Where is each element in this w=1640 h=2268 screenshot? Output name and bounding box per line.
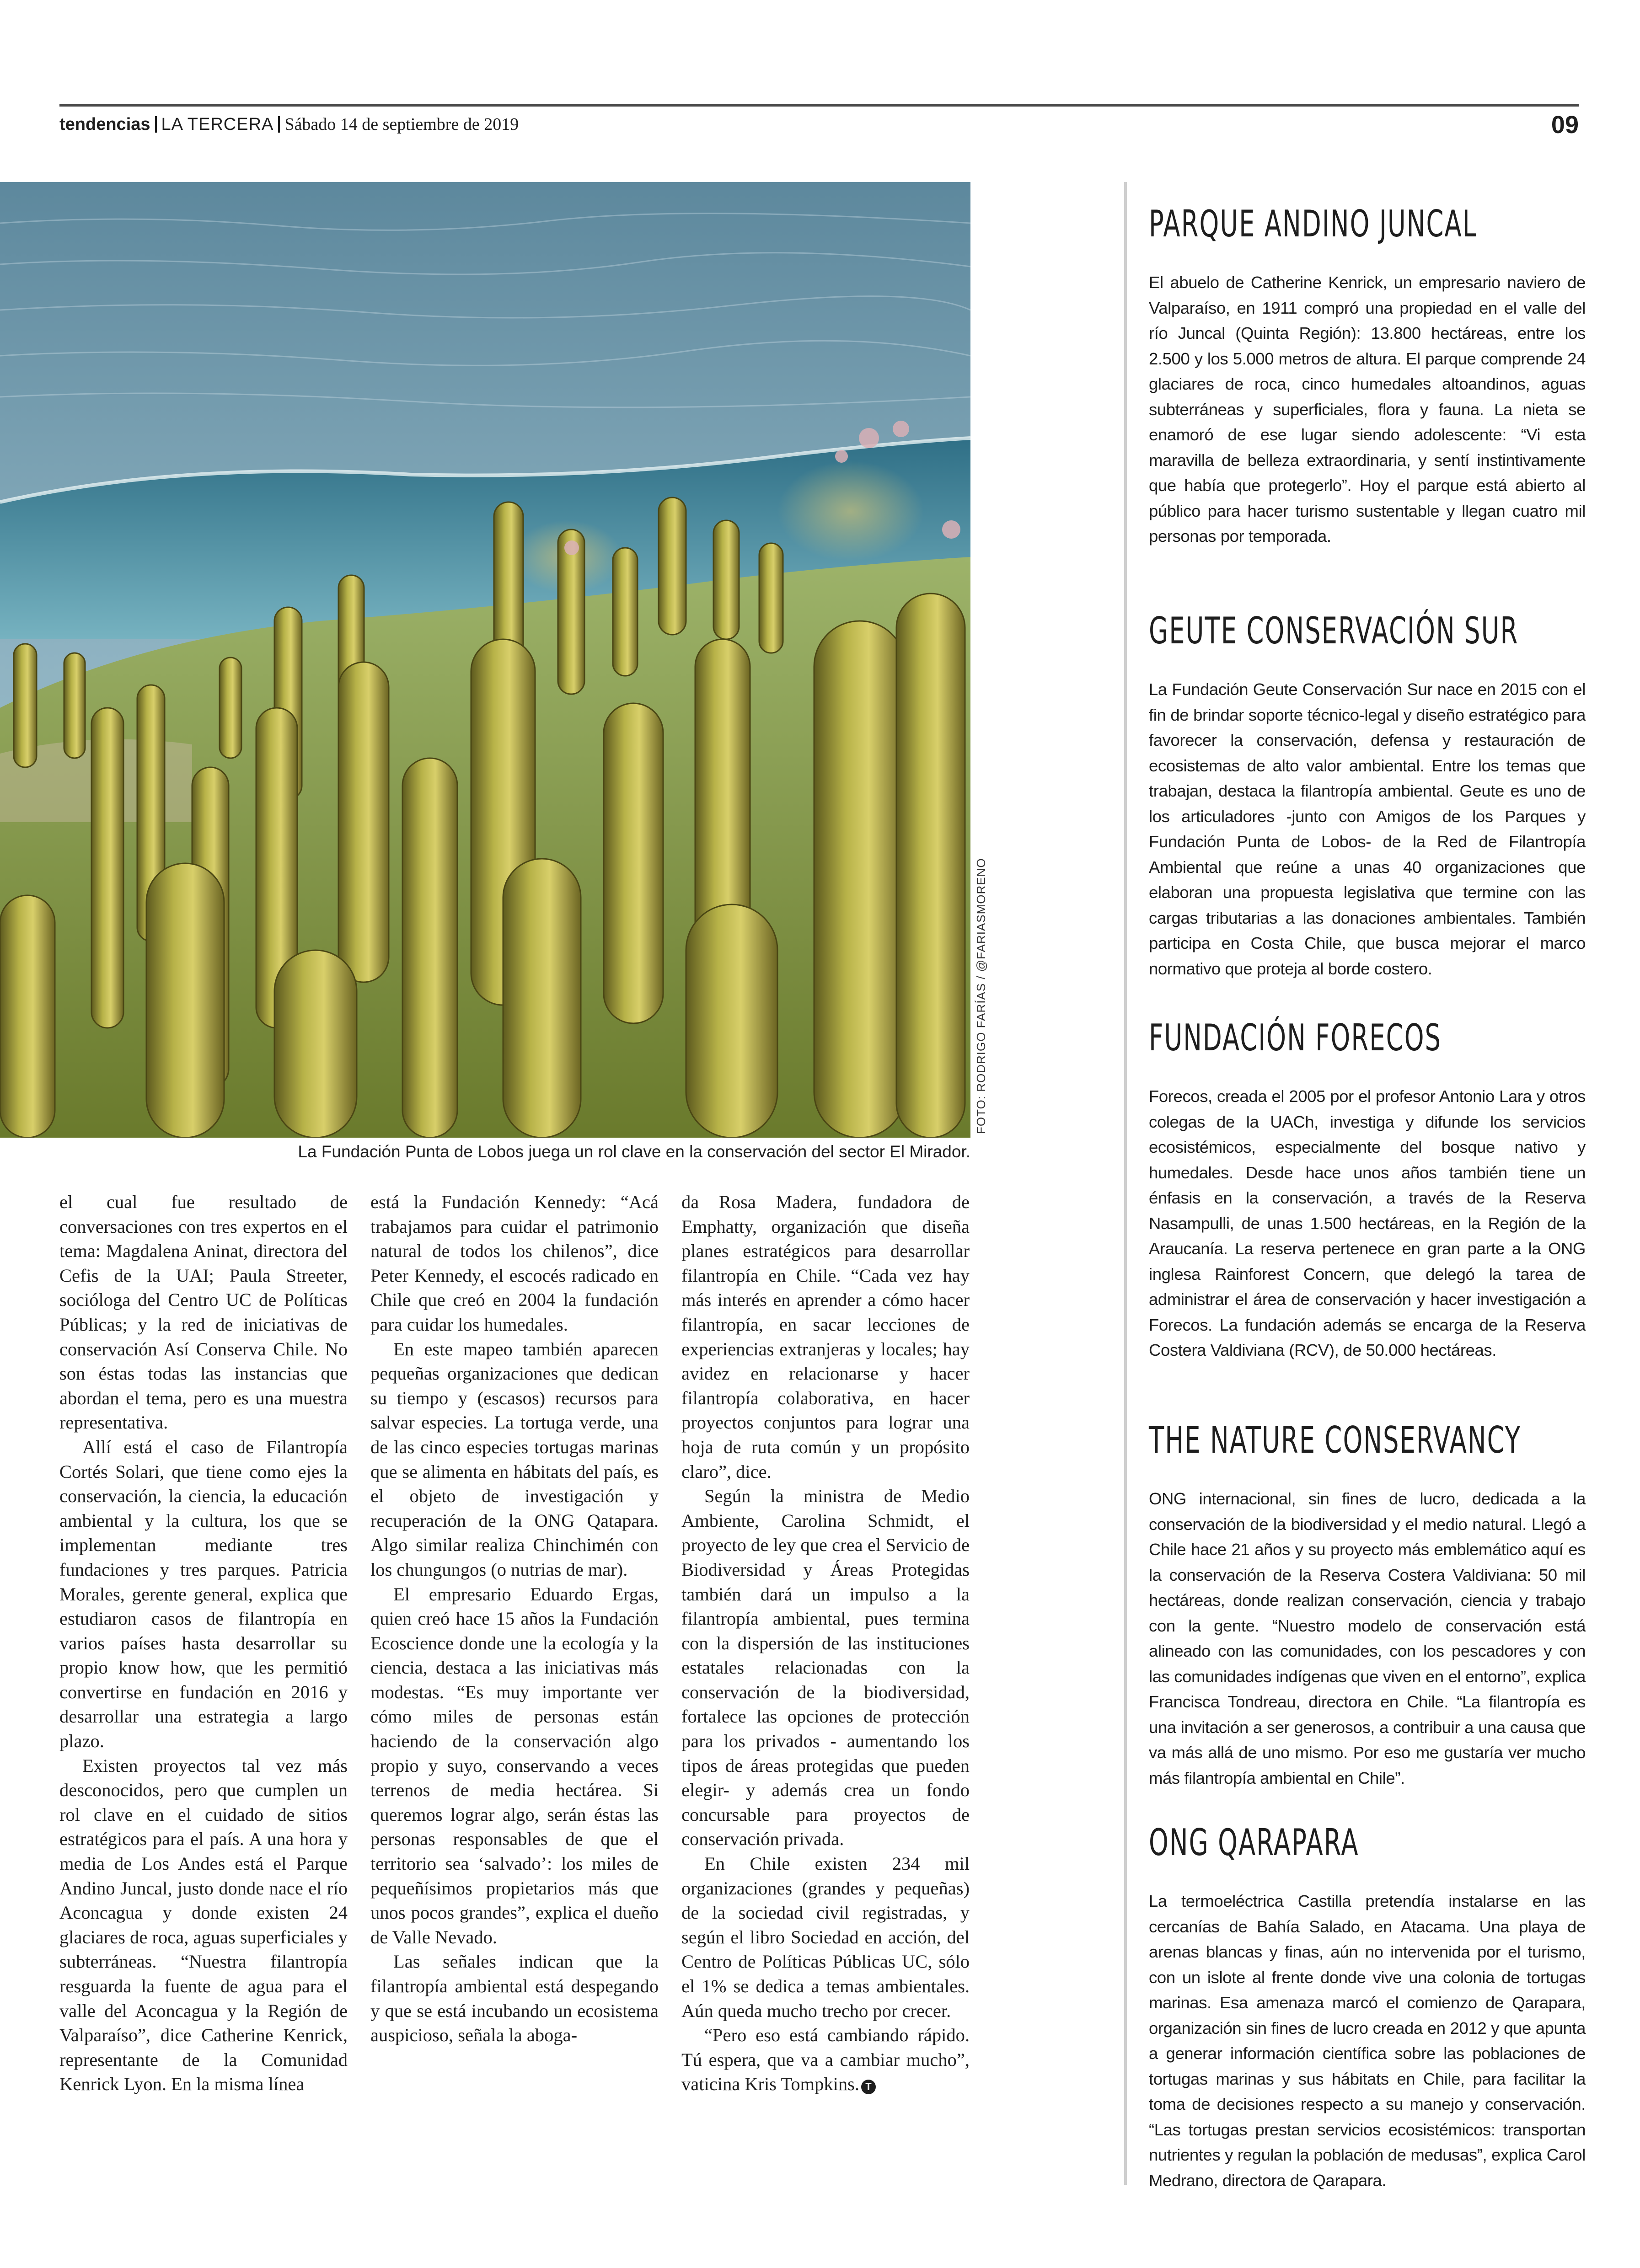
sidebar-title: PARQUE ANDINO JUNCAL (1149, 203, 1478, 245)
sidebar-title: FUNDACIÓN FORECOS (1149, 1016, 1442, 1059)
photo-credit: FOTO: RODRIGO FARÍAS / @FARIASMORENO (974, 858, 988, 1134)
article-paragraph: En Chile existen 234 mil organizaciones (grandes y pequeñas) de la sociedad civil registradas, y según el libro Sociedad en acción, del Centro de Políticas Públicas UC, sólo el 1% se dedica a temas ambientales. Aún queda mucho trecho por crecer. (681, 1853, 970, 2021)
sidebar-text: La Fundación Geute Conservación Sur nace en 2015 con el fin de brindar soporte técnico-legal y diseño estratégico para favorecer la conservación, defensa y restauración de ecosistemas de alto valor ambiental. Entre los temas que trabajan, destaca la filantropía ambiental. Geute es uno de los articuladores -junto con Amigos de los Parques y Fundación Punta de Lobos- de la Red de Filantropía Ambiental que reúne a unas 40 organizaciones que elaboran una propuesta legislativa que termine con las cargas tributarias a las donaciones ambientales. También participa en Costa Chile, que busca mejorar el marco normativo que proteja al borde costero. (1149, 680, 1586, 978)
article-column-1 (59, 1190, 348, 2177)
article-column-3 (681, 1190, 970, 2177)
cactus-coast-photo (0, 182, 970, 1138)
article-paragraph: está la Fundación Kennedy: “Acá trabajamos para cuidar el patrimonio natural de todos los chilenos”, dice Peter Kennedy, el escocés radicado en Chile que creó en 2004 la fundación para cuidar los humedales. (370, 1192, 659, 1335)
article-column-2 (370, 1190, 659, 2177)
page-number: 09 (1551, 111, 1579, 139)
photo-caption: La Fundación Punta de Lobos juega un rol clave en la conservación del sector El Mirador. (298, 1142, 970, 1161)
sidebar-box-juncal (1149, 201, 1586, 549)
sidebar-box-forecos (1149, 1015, 1586, 1363)
newspaper-name: LA TERCERA (161, 115, 274, 134)
header-separator (155, 116, 157, 133)
sidebar-title: THE NATURE CONSERVANCY (1149, 1419, 1522, 1461)
sidebar-text: La termoeléctrica Castilla pretendía instalarse en las cercanías de Bahía Salado, en Atacama. Una playa de arenas blancas y finas, aún no intervenida por el turismo, con un islote al frente donde vive una colonia de tortugas marinas. Esa amenaza marcó el comienzo de Qarapara, organización sin fines de lucro creada en 2012 y que apunta a generar información científica sobre las poblaciones de tortugas marinas y sus hábitats en Chile, para facilitar la toma de decisiones respecto a su manejo y conservación. “Las tortugas prestan servicios ecosistémicos: transportan nutrientes y regulan la población de medusas”, explica Carol Medrano, directora de Qarapara. (1149, 1892, 1586, 2190)
article-paragraph: el cual fue resultado de conversaciones con tres expertos en el tema: Magdalena Aninat, directora del Cefis de la UAI; Paula Streeter, socióloga del Centro UC de Políticas Públicas; y la red de iniciativas de conservación Así Conserva Chile. No son éstas todas las instancias que abordan el tema, pero es una muestra representativa. (59, 1192, 348, 1433)
article-paragraph: Según la ministra de Medio Ambiente, Carolina Schmidt, el proyecto de ley que crea el Servicio de Biodiversidad y Áreas Protegidas también dará un impulso a la filantropía ambiental, pues termina con la dispersión de las instituciones estatales relacionadas con la conservación de la biodiversidad, fortalece las opciones de protección para los privados - aumentando los tipos de áreas protegidas que pueden elegir- y además crea un fondo concursable para proyectos de conservación privada. (681, 1486, 970, 1850)
page-header (59, 111, 1579, 142)
article-paragraph: Las señales indican que la filantropía ambiental está despegando y que se está incubando un ecosistema auspicioso, señala la aboga- (370, 1951, 659, 2046)
article-paragraph: Allí está el caso de Filantropía Cortés Solari, que tiene como ejes la conservación, la ciencia, la educación ambiental y la cultura, los que se implementan mediante tres fundaciones y tres parques. Patricia Morales, gerente general, explica que estudiaron casos de filantropía en varios países hasta desarrollar su propio know how, que les permitió convertirse en fundación en 2016 y desarrollar una estrategia a largo plazo. (59, 1436, 348, 1752)
sidebar-divider (1124, 182, 1127, 2185)
article-paragraph: El empresario Eduardo Ergas, quien creó hace 15 años la Fundación Ecoscience donde une la ecología y la ciencia, destaca a las iniciativas más modestas. “Es muy importante ver cómo miles de personas están haciendo de la conservación algo propio y suyo, conservando a veces terrenos de media hectárea. Si queremos lograr algo, serán éstas las personas responsables de que el territorio sea ‘salvado’: los miles de pequeñísimos propietarios más que unos pocos grandes”, explica el dueño de Valle Nevado. (370, 1583, 659, 1947)
article-paragraph: Existen proyectos tal vez más desconocidos, pero que cumplen un rol clave en el cuidado de sitios estratégicos para el país. A una hora y media de Los Andes está el Parque Andino Juncal, justo donde nace el río Aconcagua y donde existen 24 glaciares de roca, aguas superficiales y subterráneas. “Nuestra filantropía resguarda la fuente de agua para el valle del Aconcagua y la Región de Valparaíso”, dice Catherine Kenrick, representante de la Comunidad Kenrick Lyon. En la misma línea (59, 1755, 348, 2095)
sidebar-title: GEUTE CONSERVACIÓN SUR (1149, 610, 1519, 652)
sidebar-title: ONG QARAPARA (1149, 1821, 1359, 1864)
sidebar-text: El abuelo de Catherine Kenrick, un empresario naviero de Valparaíso, en 1911 compró una propiedad en el valle del río Juncal (Quinta Región): 13.800 hectáreas, entre los 2.500 y los 5.000 metros de altura. El parque comprende 24 glaciares de roca, cinco humedales altoandinos, aguas subterráneas y superficiales, flora y fauna. La nieta se enamoró de ese lugar siendo adolescente: “Vi esta maravilla de belleza extraordinaria, y sentí instintivamente que había que protegerlo”. Hoy el parque está abierto al público para hacer turismo sustentable y llegan cuatro mil personas por temporada. (1149, 273, 1586, 546)
header-separator (278, 116, 280, 133)
issue-date: Sábado 14 de septiembre de 2019 (284, 115, 519, 134)
header-left (59, 114, 519, 134)
article-paragraph: En este mapeo también aparecen pequeñas organizaciones que dedican su tiempo y (escasos) recursos para salvar especies. La tortuga verde, una de las cinco especies tortugas marinas que se alimenta en hábitats del país, es el objeto de investigación y recuperación de la ONG Qatapara. Algo similar realiza Chinchimén con los chungungos (o nutrias de mar). (370, 1338, 659, 1580)
header-rule (59, 104, 1579, 107)
sidebar-box-qarapara (1149, 1820, 1586, 2193)
end-of-article-icon: T (861, 2080, 876, 2094)
photo-illustration (0, 182, 970, 1138)
sidebar-box-nature-conservancy (1149, 1418, 1586, 1791)
section-name: tendencias (59, 115, 150, 134)
article-closing-paragraph (681, 2023, 970, 2097)
sidebar-text: ONG internacional, sin fines de lucro, dedicada a la conservación de la biodiversidad y el medio natural. Llegó a Chile hace 21 años y su proyecto más emblemático aquí es la conservación de la Reserva Costera Valdiviana: 50 mil hectáreas, donde realizan conservación, ciencia y trabajo con la gente. “Nuestro modelo de conservación está alineado con las comunidades, con los pescadores y con las comunidades indígenas que viven en el entorno”, explica Francisca Tondreau, directora en Chile. “La filantropía es una invitación a ser generosos, a contribuir a una causa que va más allá de uno mismo. Por eso me gustaría ver mucho más filantropía ambiental en Chile”. (1149, 1489, 1586, 1787)
sidebar-box-geute (1149, 608, 1586, 981)
closing-text: “Pero eso está cambiando rápido. Tú espera, que va a cambiar mucho”, vaticina Kris Tompkins. (681, 2025, 970, 2095)
article-paragraph: da Rosa Madera, fundadora de Emphatty, organización que diseña planes estratégicos para desarrollar filantropía en Chile. “Cada vez hay más interés en aprender a cómo hacer filantropía, en sacar lecciones de experiencias extranjeras y locales; hay avidez en relacionarse y hacer filantropía colaborativa, en hacer proyectos conjuntos para lograr una hoja de ruta común y un propósito claro”, dice. (681, 1192, 970, 1482)
sidebar-text: Forecos, creada el 2005 por el profesor Antonio Lara y otros colegas de la UACh, investiga y difunde los servicios ecosistémicos, especialmente del bosque nativo y humedales. Desde hace unos años también tiene un énfasis en la conservación, a través de la Reserva Nasampulli, de unas 1.500 hectáreas, en la Región de la Araucanía. La reserva pertenece en gran parte a la ONG inglesa Rainforest Concern, que delegó la tarea de administrar el área de conservación y hacer investigación a Forecos. La fundación además se encarga de la Reserva Costera Valdiviana (RCV), de 50.000 hectáreas. (1149, 1087, 1586, 1359)
